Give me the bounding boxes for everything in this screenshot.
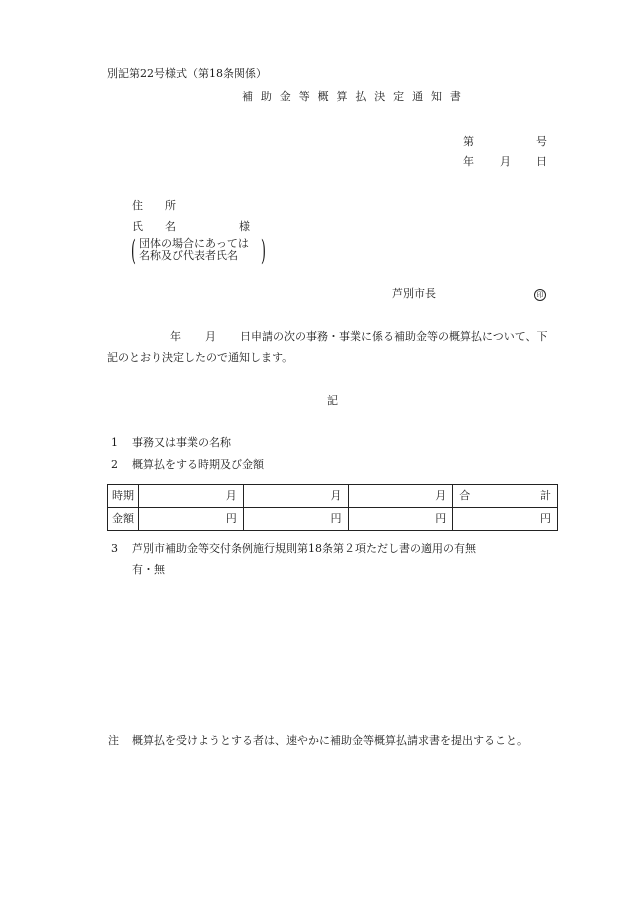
month-cell-3: 月 <box>348 485 453 508</box>
item3-options: 有・無 <box>132 563 165 576</box>
note-label: 注 <box>108 734 119 747</box>
body-year: 年 <box>170 330 181 343</box>
form-label: 別記第22号様式（第18条関係） <box>107 67 267 80</box>
item2-text: 概算払をする時期及び金額 <box>132 458 264 471</box>
ki-heading: 記 <box>327 394 338 407</box>
issuer-name: 芦別市長 <box>392 287 436 300</box>
period-header: 時期 <box>108 485 139 508</box>
item3-text: 芦別市補助金等交付条例施行規則第18条第２項ただし書の適用の有無 <box>132 542 476 555</box>
seal-mark <box>534 287 546 301</box>
address-label: 住 所 <box>132 199 176 212</box>
organization-note-line2: 名称及び代表者氏名 <box>139 249 238 262</box>
doc-number-dai: 第 <box>463 135 474 148</box>
left-parenthesis-icon: ( <box>131 234 136 267</box>
table-row-period <box>108 485 558 508</box>
right-parenthesis-icon: ) <box>261 234 266 267</box>
note-text: 概算払を受けようとする者は、速やかに補助金等概算払請求書を提出すること。 <box>132 734 528 747</box>
yen-cell-2: 円 <box>243 508 348 531</box>
organization-note-line1: 団体の場合にあっては <box>139 237 249 250</box>
item3-number: 3 <box>111 542 118 555</box>
date-year: 年 <box>463 155 474 168</box>
doc-number-go: 号 <box>536 135 547 148</box>
seal-icon: 印 <box>534 289 546 301</box>
honorific-sama: 様 <box>239 220 250 233</box>
amount-table <box>107 484 558 531</box>
month-cell-1: 月 <box>139 485 244 508</box>
total-right: 計 <box>540 489 551 502</box>
item2-number: 2 <box>111 458 118 471</box>
yen-cell-total: 円 <box>453 508 558 531</box>
item1-text: 事務又は事業の名称 <box>132 436 231 449</box>
body-line2: 記のとおり決定したので通知します。 <box>107 351 294 364</box>
item1-number: 1 <box>111 436 118 449</box>
total-header-cell <box>453 485 558 508</box>
month-cell-2: 月 <box>243 485 348 508</box>
name-label: 氏 名 <box>132 220 176 233</box>
amount-header: 金額 <box>108 508 139 531</box>
yen-cell-1: 円 <box>139 508 244 531</box>
body-month: 月 <box>205 330 216 343</box>
body-line1: 日申請の次の事務・事業に係る補助金等の概算払について、下 <box>240 330 548 343</box>
date-day: 日 <box>536 155 547 168</box>
document-title: 補 助 金 等 概 算 払 決 定 通 知 書 <box>242 90 464 103</box>
date-month: 月 <box>500 155 511 168</box>
table-row-amount <box>108 508 558 531</box>
yen-cell-3: 円 <box>348 508 453 531</box>
total-left: 合 <box>459 489 471 502</box>
